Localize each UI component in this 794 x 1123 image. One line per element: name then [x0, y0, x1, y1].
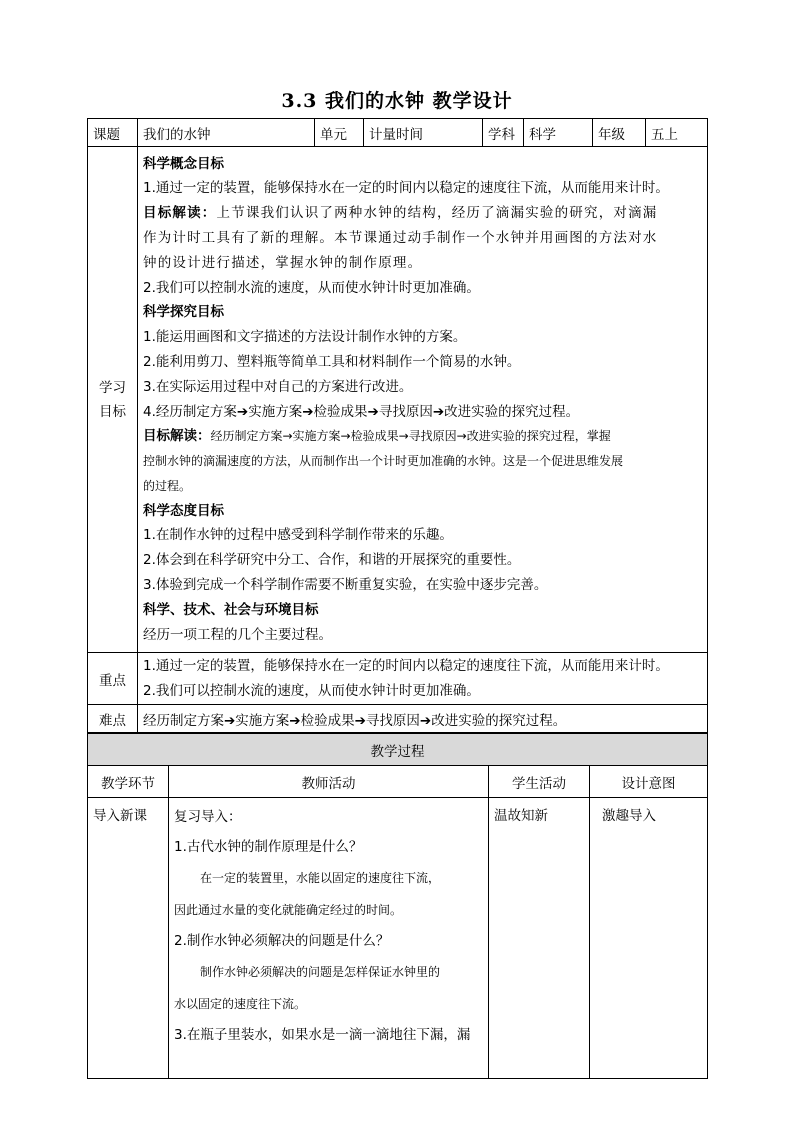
review-intro: 复习导入： — [174, 809, 242, 825]
concept-note-line: 上节课我们认识了两种水钟的结构，经历了滴漏实验的研究，对滴漏 — [216, 205, 658, 222]
page-title: 3.3 我们的水钟 教学设计 — [281, 90, 513, 112]
inquiry-note-line: 控制水钟的滴漏速度的方法，从而制作出一个计时更加准确的水钟。这是一个促进思维发展 — [143, 454, 624, 469]
answer-2-line: 水以固定的速度往下流。 — [174, 997, 307, 1011]
teaching-process-table — [87, 733, 708, 1079]
objectives-label: 学习 目标 — [88, 147, 138, 653]
sts-goal-1: 经历一项工程的几个主要过程。 — [143, 626, 332, 643]
inquiry-note-line: 经历制定方案→实施方案→检验成果→寻找原因→改进实验的探究过程，掌握 — [210, 429, 611, 444]
concept-goal-2: 2.我们可以控制水流的速度，从而使水钟计时更加准确。 — [143, 279, 480, 296]
inquiry-goal-1: 1.能运用画图和文字描述的方法设计制作水钟的方案。 — [143, 329, 467, 346]
col-teacher: 教师活动 — [169, 766, 489, 798]
concept-note-line: 钟的设计进行描述，掌握水钟的制作原理。 — [143, 254, 423, 271]
concept-note — [143, 201, 702, 226]
answer-2-line: 制作水钟必须解决的问题是怎样保证水钟里的 — [200, 965, 441, 979]
objectives-cell — [138, 147, 708, 653]
inquiry-note-line: 的过程。 — [143, 478, 192, 493]
key-points-label: 重点 — [88, 653, 138, 705]
key-point-1: 1.通过一定的装置，能够保持水在一定的时间内以稳定的速度往下流，从而能用来计时。 — [143, 657, 669, 674]
grade-label: 年级 — [593, 119, 646, 147]
concept-note-label: 目标解读： — [143, 205, 217, 222]
inquiry-note — [143, 424, 702, 449]
sts-goal-heading: 科学、技术、社会与环境目标 — [143, 601, 319, 618]
process-header: 教学过程 — [88, 734, 708, 766]
attitude-goal-2: 2.体会到在科学研究中分工、合作，和谐的开展探究的重要性。 — [143, 552, 521, 569]
question-2: 2.制作水钟必须解决的问题是什么？ — [174, 933, 390, 949]
student-activity-cell: 温故知新 — [489, 798, 590, 1079]
unit-label: 单元 — [315, 119, 364, 147]
teacher-activity-cell — [169, 798, 489, 1079]
inquiry-note-label: 目标解读： — [143, 428, 211, 445]
attitude-goal-3: 3.体验到完成一个科学制作需要不断重复实验，在实验中逐步完善。 — [143, 577, 548, 594]
key-point-2: 2.我们可以控制水流的速度，从而使水钟计时更加准确。 — [143, 682, 480, 699]
col-intent: 设计意图 — [590, 766, 708, 798]
topic-value: 我们的水钟 — [138, 119, 315, 147]
inquiry-goal-4: 4.经历制定方案➔实施方案➔检验成果➔寻找原因➔改进实验的探究过程。 — [143, 403, 580, 420]
difficult-text: 经历制定方案➔实施方案➔检验成果➔寻找原因➔改进实验的探究过程。 — [138, 705, 708, 733]
answer-1-line: 因此通过水量的变化就能确定经过的时间。 — [174, 903, 403, 917]
subject-value: 科学 — [524, 119, 593, 147]
attitude-goal-heading: 科学态度目标 — [143, 502, 224, 519]
inquiry-goal-2: 2.能利用剪刀、塑料瓶等简单工具和材料制作一个简易的水钟。 — [143, 353, 521, 370]
subject-label: 学科 — [483, 119, 524, 147]
difficult-label: 难点 — [88, 705, 138, 733]
design-intent-cell: 激趣导入 — [590, 798, 708, 1079]
question-1: 1.古代水钟的制作原理是什么？ — [174, 839, 363, 855]
question-3: 3.在瓶子里装水，如果水是一滴一滴地往下漏，漏 — [174, 1027, 471, 1043]
lesson-info-table — [87, 118, 708, 733]
time-label: 计量时间 — [364, 119, 483, 147]
inquiry-goal-3: 3.在实际运用过程中对自己的方案进行改进。 — [143, 378, 413, 395]
answer-1-line: 在一定的装置里，水能以固定的速度往下流， — [200, 871, 441, 885]
inquiry-goal-heading: 科学探究目标 — [143, 304, 224, 321]
col-stage: 教学环节 — [88, 766, 169, 798]
attitude-goal-1: 1.在制作水钟的过程中感受到科学制作带来的乐趣。 — [143, 527, 453, 544]
key-points-cell — [138, 653, 708, 705]
grade-value: 五上 — [646, 119, 708, 147]
concept-goal-1: 1.通过一定的装置，能够保持水在一定的时间内以稳定的速度往下流，从而能用来计时。 — [143, 180, 669, 197]
stage-cell: 导入新课 — [88, 798, 169, 1079]
col-student: 学生活动 — [489, 766, 590, 798]
concept-note-line: 作为计时工具有了新的理解。本节课通过动手制作一个水钟并用画图的方法对水 — [143, 229, 658, 246]
concept-goal-heading: 科学概念目标 — [143, 155, 224, 172]
topic-label: 课题 — [88, 119, 138, 147]
